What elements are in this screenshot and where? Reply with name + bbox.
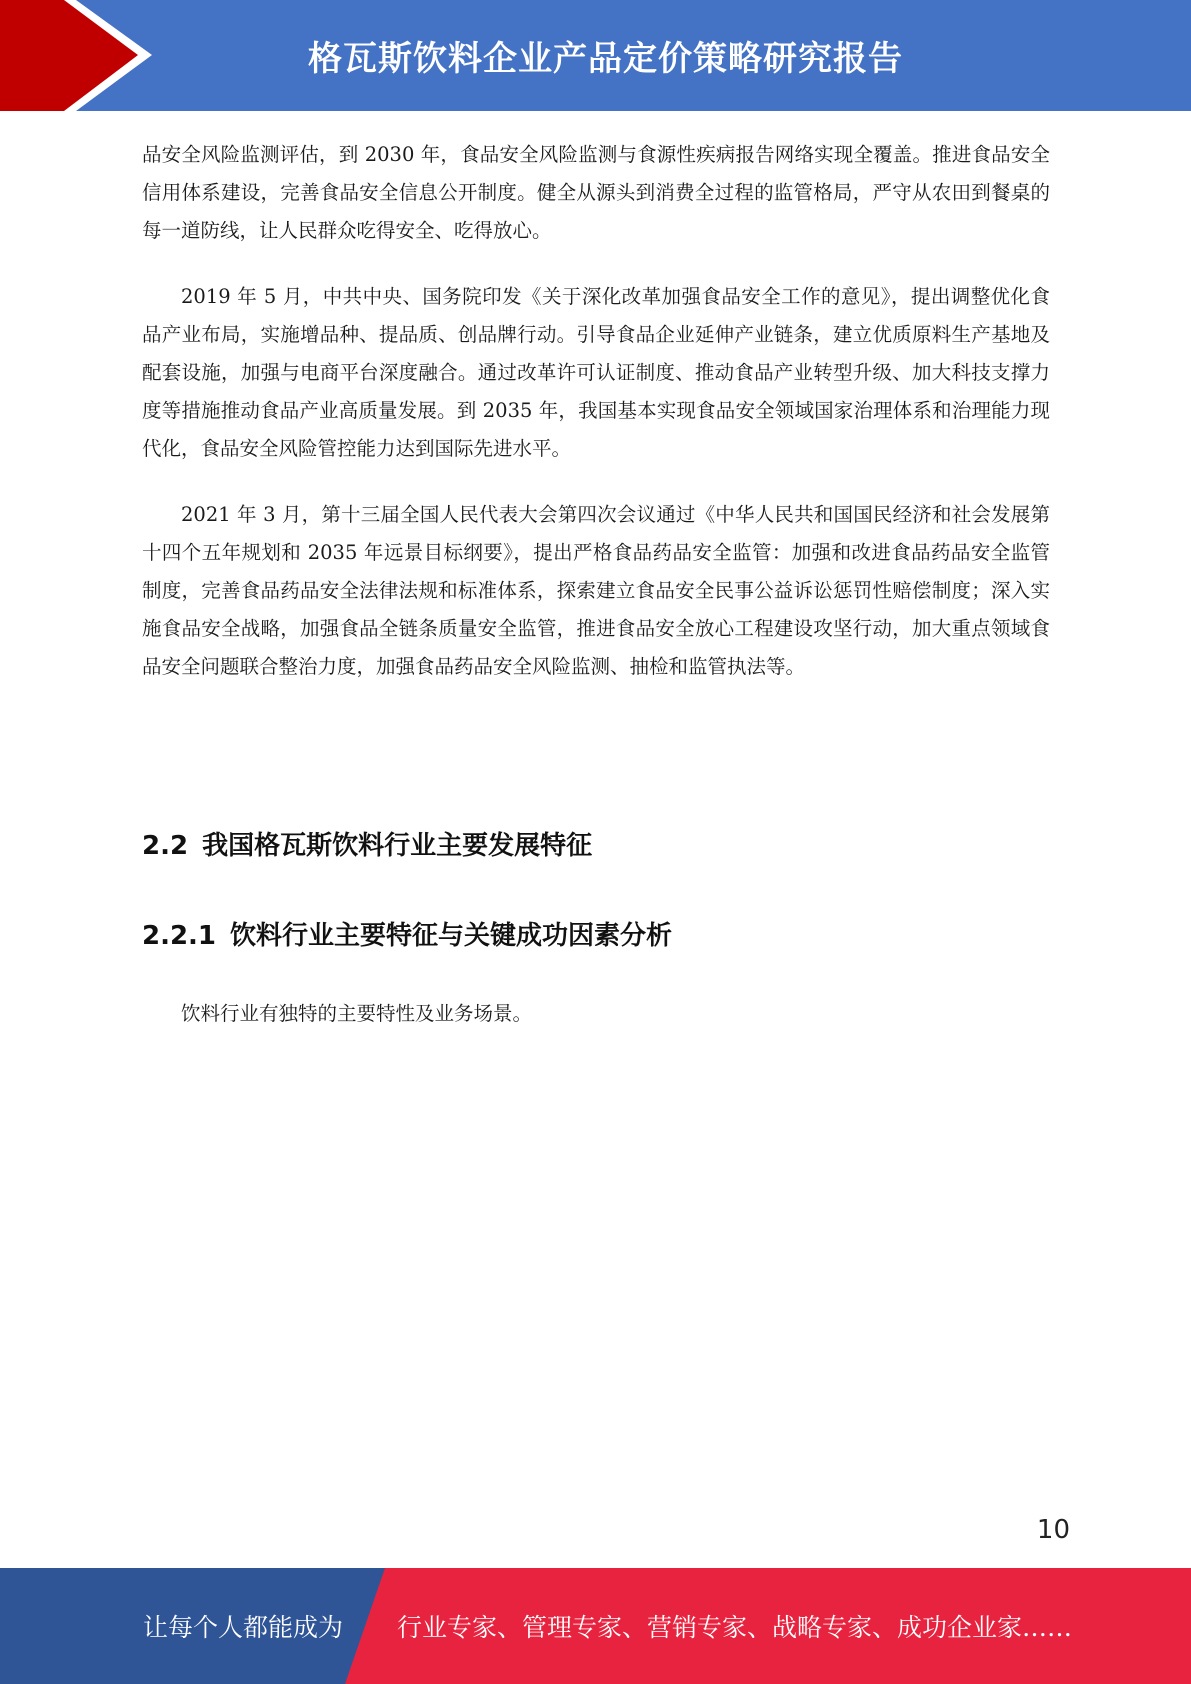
subsection-title: 饮料行业主要特征与关键成功因素分析 <box>230 921 673 951</box>
subsection-number: 2.2.1 <box>142 921 217 951</box>
paragraph-continued: 品安全风险监测评估，到 2030 年，食品安全风险监测与食源性疾病报告网络实现全覆盖。推进食品安全信用体系建设，完善食品安全信息公开制度。健全从源头到消费全过程的监管格局，严守从农田到餐桌的每一道防线，让人民群众吃得安全、吃得放心。 <box>142 143 1050 242</box>
section-heading-2-2 <box>142 825 592 862</box>
report-footer <box>0 1568 1191 1684</box>
paragraph-2021-plan: 2021 年 3 月，第十三届全国人民代表大会第四次会议通过《中华人民共和国国民经济和社会发展第十四个五年规划和 2035 年远景目标纲要》，提出严格食品药品安全监管：加强和改进食品药品安全监管制度，完善食品药品安全法律法规和标准体系，探索建立食品安全民事公益诉讼惩罚性赔偿制度；深入实施食品安全战略，加强食品全链条质量安全监管，推进食品安全放心工程建设攻坚行动，加大重点领域食品安全问题联合整治力度，加强食品药品安全风险监测、抽检和监管执法等。 <box>142 503 1050 678</box>
footer-slogan-left: 让每个人都能成为 <box>143 1613 344 1642</box>
report-title: 格瓦斯饮料企业产品定价策略研究报告 <box>308 39 903 79</box>
section-title: 我国格瓦斯饮料行业主要发展特征 <box>202 831 593 861</box>
section-intro-paragraph: 饮料行业有独特的主要特性及业务场景。 <box>181 1002 533 1025</box>
section-number: 2.2 <box>142 831 189 861</box>
footer-slogan-right: 行业专家、管理专家、营销专家、战略专家、成功企业家…… <box>397 1613 1073 1642</box>
body-content <box>142 136 1050 686</box>
paragraph-2019-policy: 2019 年 5 月，中共中央、国务院印发《关于深化改革加强食品安全工作的意见》，提出调整优化食品产业布局，实施增品种、提品质、创品牌行动。引导食品企业延伸产业链条，建立优质原料生产基地及配套设施，加强与电商平台深度融合。通过改革许可认证制度、推动食品产业转型升级、加大科技支撑力度等措施推动食品产业高质量发展。到 2035 年，我国基本实现食品安全领域国家治理体系和治理能力现代化，食品安全风险管控能力达到国际先进水平。 <box>142 285 1050 460</box>
page-number: 10 <box>1036 1515 1070 1545</box>
report-header <box>0 0 1191 111</box>
subsection-heading-2-2-1 <box>142 915 672 952</box>
